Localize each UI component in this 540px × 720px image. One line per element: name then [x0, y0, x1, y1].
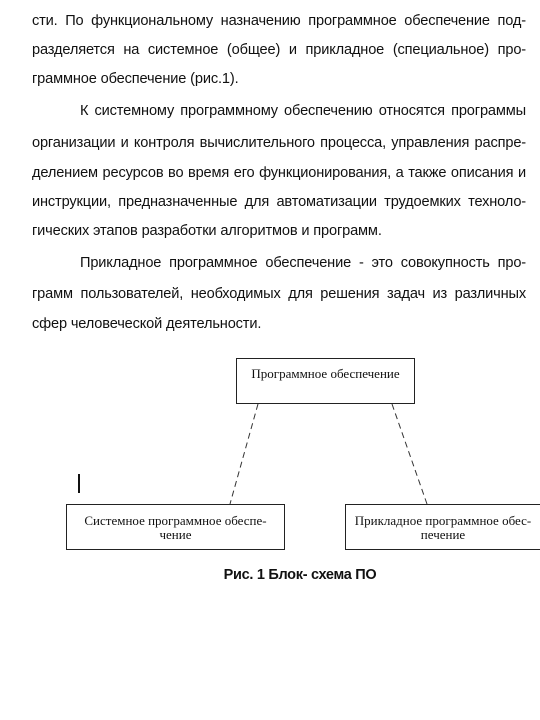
diagram-node-application-line-2: печение [420, 527, 466, 542]
diagram-node-software-label: Программное обеспечение [251, 366, 400, 381]
diagram-node-software [236, 358, 415, 404]
paragraph-1-line-1: сти. По функциональному назначению программное обеспечение под- [32, 13, 526, 29]
diagram-node-application-software [345, 504, 540, 550]
paragraph-2-line-1: К системному программному обеспечению относятся программы [80, 103, 526, 119]
paragraph-3-line-2: грамм пользователей, необходимых для решения задач из различных [32, 286, 526, 302]
connector-right [392, 404, 427, 504]
paragraph-3-line-3: сфер человеческой деятельности. [32, 316, 262, 332]
paragraph-3-line-1: Прикладное программное обеспечение - это совокупность про- [80, 255, 526, 271]
paragraph-2-line-3: делением ресурсов во время его функционирования, а также описания и [32, 165, 526, 181]
paragraph-2-line-2: организации и контроля вычислительного процесса, управления распре- [32, 135, 526, 151]
connector-left [230, 404, 258, 504]
diagram-node-system-software [66, 504, 285, 550]
figure-caption: Рис. 1 Блок- схема ПО [223, 567, 377, 583]
paragraph-2-line-4: инструкции, предназначенные для автоматизации трудоемких техноло- [32, 194, 526, 210]
text-cursor [78, 474, 80, 493]
diagram-node-application-line-1: Прикладное программное обес- [354, 513, 532, 528]
paragraph-1-line-2: разделяется на системное (общее) и прикладное (специальное) про- [32, 42, 526, 58]
paragraph-1-line-3: граммное обеспечение (рис.1). [32, 71, 239, 87]
diagram-node-system-line-2: чение [159, 527, 192, 542]
diagram-node-system-line-1: Системное программное обеспе- [84, 513, 267, 528]
paragraph-2-line-5: гических этапов разработки алгоритмов и программ. [32, 223, 382, 239]
